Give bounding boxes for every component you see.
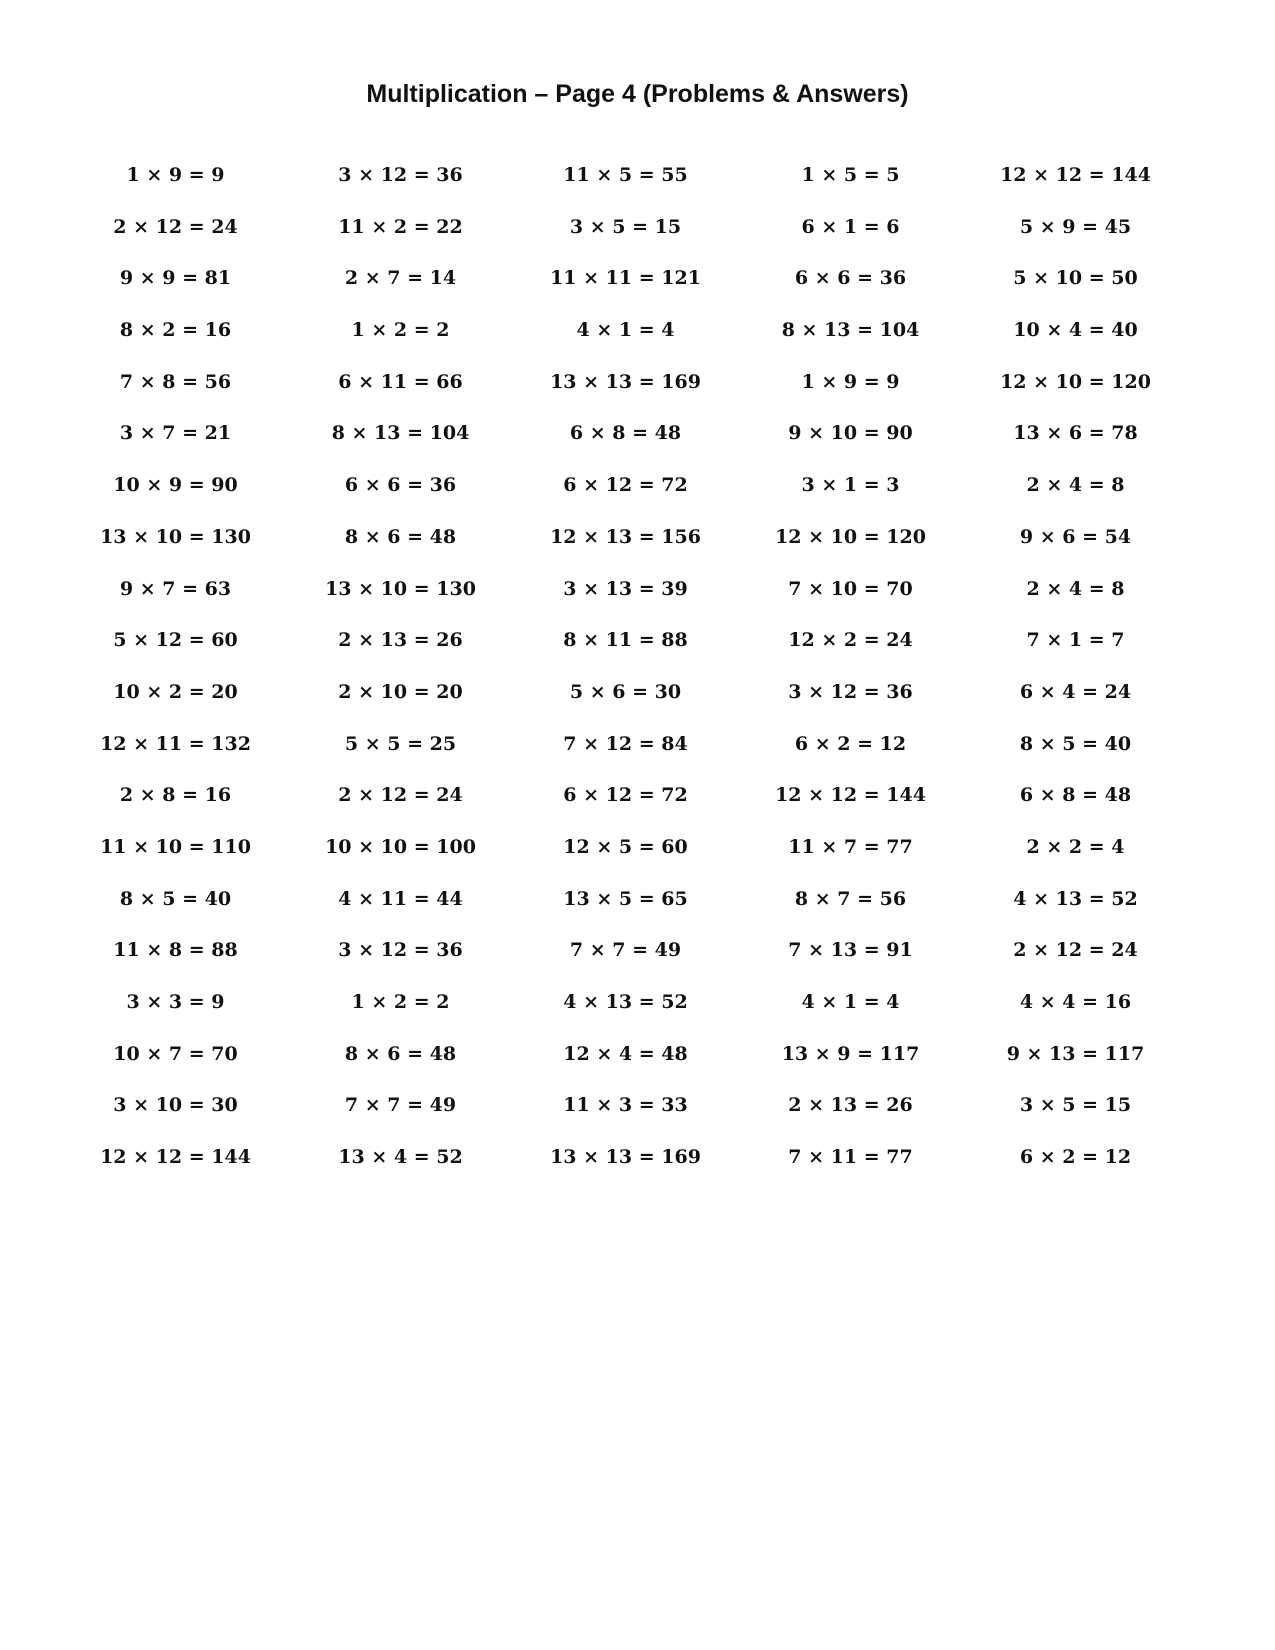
problem-item: 8 × 6 = 48 xyxy=(344,525,457,548)
problem-item: 11 × 3 = 33 xyxy=(563,1094,688,1117)
problem-item: 2 × 4 = 8 xyxy=(1026,474,1125,497)
problem-item: 9 × 6 = 54 xyxy=(1019,525,1132,548)
problem-item: 7 × 7 = 49 xyxy=(344,1094,457,1117)
problem-item: 1 × 2 = 2 xyxy=(351,991,450,1013)
problem-item: 6 × 2 = 12 xyxy=(1019,1146,1132,1169)
problem-item: 11 × 7 = 77 xyxy=(788,835,913,858)
problem-item: 8 × 13 = 104 xyxy=(331,422,470,445)
problem-item: 13 × 10 = 130 xyxy=(100,525,251,548)
problem-item: 1 × 5 = 5 xyxy=(801,164,900,186)
problem-item: 3 × 12 = 36 xyxy=(338,939,463,962)
problem-item: 1 × 9 = 9 xyxy=(126,164,225,186)
problem-item: 8 × 5 = 40 xyxy=(119,887,232,910)
problem-item: 3 × 5 = 15 xyxy=(569,215,682,238)
problem-item: 9 × 7 = 63 xyxy=(119,577,232,600)
page-title: Multiplication – Page 4 (Problems & Answers) xyxy=(366,80,909,108)
problem-item: 8 × 6 = 48 xyxy=(344,1042,457,1065)
problem-item: 5 × 5 = 25 xyxy=(344,732,457,755)
problem-item: 11 × 2 = 22 xyxy=(338,215,463,238)
problem-item: 3 × 3 = 9 xyxy=(126,991,225,1013)
problem-item: 4 × 1 = 4 xyxy=(801,991,900,1013)
problem-item: 12 × 12 = 144 xyxy=(100,1146,251,1169)
problem-item: 12 × 12 = 144 xyxy=(775,784,926,807)
problem-item: 2 × 13 = 26 xyxy=(788,1094,913,1117)
problem-item: 11 × 5 = 55 xyxy=(563,164,688,186)
problem-item: 13 × 5 = 65 xyxy=(563,887,688,910)
problem-item: 2 × 12 = 24 xyxy=(1013,939,1138,962)
problem-item: 8 × 5 = 40 xyxy=(1019,732,1132,755)
problem-item: 2 × 12 = 24 xyxy=(338,784,463,807)
problem-item: 13 × 10 = 130 xyxy=(325,577,476,600)
problem-item: 7 × 7 = 49 xyxy=(569,939,682,962)
problem-item: 13 × 6 = 78 xyxy=(1013,422,1138,445)
problem-item: 12 × 2 = 24 xyxy=(788,629,913,652)
problem-item: 12 × 13 = 156 xyxy=(550,525,701,548)
problem-item: 4 × 13 = 52 xyxy=(1013,887,1138,910)
problem-item: 2 × 8 = 16 xyxy=(119,784,232,807)
problem-item: 6 × 12 = 72 xyxy=(563,474,688,497)
problem-item: 9 × 10 = 90 xyxy=(788,422,913,445)
problem-item: 4 × 1 = 4 xyxy=(576,319,675,342)
problem-item: 12 × 12 = 144 xyxy=(1000,164,1151,186)
problem-item: 7 × 8 = 56 xyxy=(119,370,232,393)
problem-item: 3 × 10 = 30 xyxy=(113,1094,238,1117)
problem-item: 11 × 10 = 110 xyxy=(100,835,251,858)
problem-item: 7 × 13 = 91 xyxy=(788,939,913,962)
problem-item: 8 × 7 = 56 xyxy=(794,887,907,910)
problem-item: 4 × 11 = 44 xyxy=(338,887,463,910)
problem-item: 4 × 13 = 52 xyxy=(563,991,688,1013)
problem-item: 10 × 2 = 20 xyxy=(113,680,238,703)
problem-item: 9 × 13 = 117 xyxy=(1006,1042,1145,1065)
problem-item: 12 × 11 = 132 xyxy=(100,732,251,755)
problem-item: 8 × 11 = 88 xyxy=(563,629,688,652)
problem-item: 13 × 13 = 169 xyxy=(550,370,701,393)
problem-item: 10 × 9 = 90 xyxy=(113,474,238,497)
problem-item: 1 × 9 = 9 xyxy=(801,370,900,393)
problem-item: 6 × 6 = 36 xyxy=(794,267,907,290)
problem-item: 6 × 1 = 6 xyxy=(801,215,900,238)
problem-item: 3 × 12 = 36 xyxy=(338,164,463,186)
problem-item: 3 × 13 = 39 xyxy=(563,577,688,600)
problem-item: 2 × 4 = 8 xyxy=(1026,577,1125,600)
problem-item: 6 × 8 = 48 xyxy=(569,422,682,445)
problem-item: 2 × 2 = 4 xyxy=(1026,835,1125,858)
problem-item: 11 × 11 = 121 xyxy=(550,267,701,290)
problem-item: 13 × 9 = 117 xyxy=(781,1042,920,1065)
problem-item: 6 × 12 = 72 xyxy=(563,784,688,807)
problem-item: 7 × 11 = 77 xyxy=(788,1146,913,1169)
problem-item: 8 × 2 = 16 xyxy=(119,319,232,342)
problem-item: 3 × 1 = 3 xyxy=(801,474,900,497)
problem-item: 12 × 10 = 120 xyxy=(1000,370,1151,393)
problem-item: 6 × 11 = 66 xyxy=(338,370,463,393)
problem-item: 2 × 12 = 24 xyxy=(113,215,238,238)
problem-item: 12 × 5 = 60 xyxy=(563,835,688,858)
problem-item: 7 × 12 = 84 xyxy=(563,732,688,755)
problem-item: 6 × 2 = 12 xyxy=(794,732,907,755)
problem-item: 12 × 10 = 120 xyxy=(775,525,926,548)
problem-item: 6 × 4 = 24 xyxy=(1019,680,1132,703)
problem-item: 9 × 9 = 81 xyxy=(119,267,232,290)
problem-item: 8 × 13 = 104 xyxy=(781,319,920,342)
problem-item: 10 × 7 = 70 xyxy=(113,1042,238,1065)
problem-item: 6 × 6 = 36 xyxy=(344,474,457,497)
problem-item: 10 × 4 = 40 xyxy=(1013,319,1138,342)
problem-item: 4 × 4 = 16 xyxy=(1019,991,1132,1013)
problem-grid xyxy=(63,160,1188,1194)
problem-item: 11 × 8 = 88 xyxy=(113,939,238,962)
problem-item: 7 × 1 = 7 xyxy=(1026,629,1125,652)
problem-item: 2 × 13 = 26 xyxy=(338,629,463,652)
problem-item: 10 × 10 = 100 xyxy=(325,835,476,858)
problem-item: 12 × 4 = 48 xyxy=(563,1042,688,1065)
problem-item: 5 × 10 = 50 xyxy=(1013,267,1138,290)
problem-item: 13 × 4 = 52 xyxy=(338,1146,463,1169)
problem-item: 5 × 6 = 30 xyxy=(569,680,682,703)
problem-item: 6 × 8 = 48 xyxy=(1019,784,1132,807)
problem-item: 2 × 7 = 14 xyxy=(344,267,457,290)
problem-item: 2 × 10 = 20 xyxy=(338,680,463,703)
problem-item: 13 × 13 = 169 xyxy=(550,1146,701,1169)
problem-item: 3 × 12 = 36 xyxy=(788,680,913,703)
problem-item: 1 × 2 = 2 xyxy=(351,319,450,342)
problem-item: 7 × 10 = 70 xyxy=(788,577,913,600)
problem-item: 3 × 5 = 15 xyxy=(1019,1094,1132,1117)
problem-item: 5 × 9 = 45 xyxy=(1019,215,1132,238)
problem-item: 3 × 7 = 21 xyxy=(119,422,232,445)
problem-item: 5 × 12 = 60 xyxy=(113,629,238,652)
